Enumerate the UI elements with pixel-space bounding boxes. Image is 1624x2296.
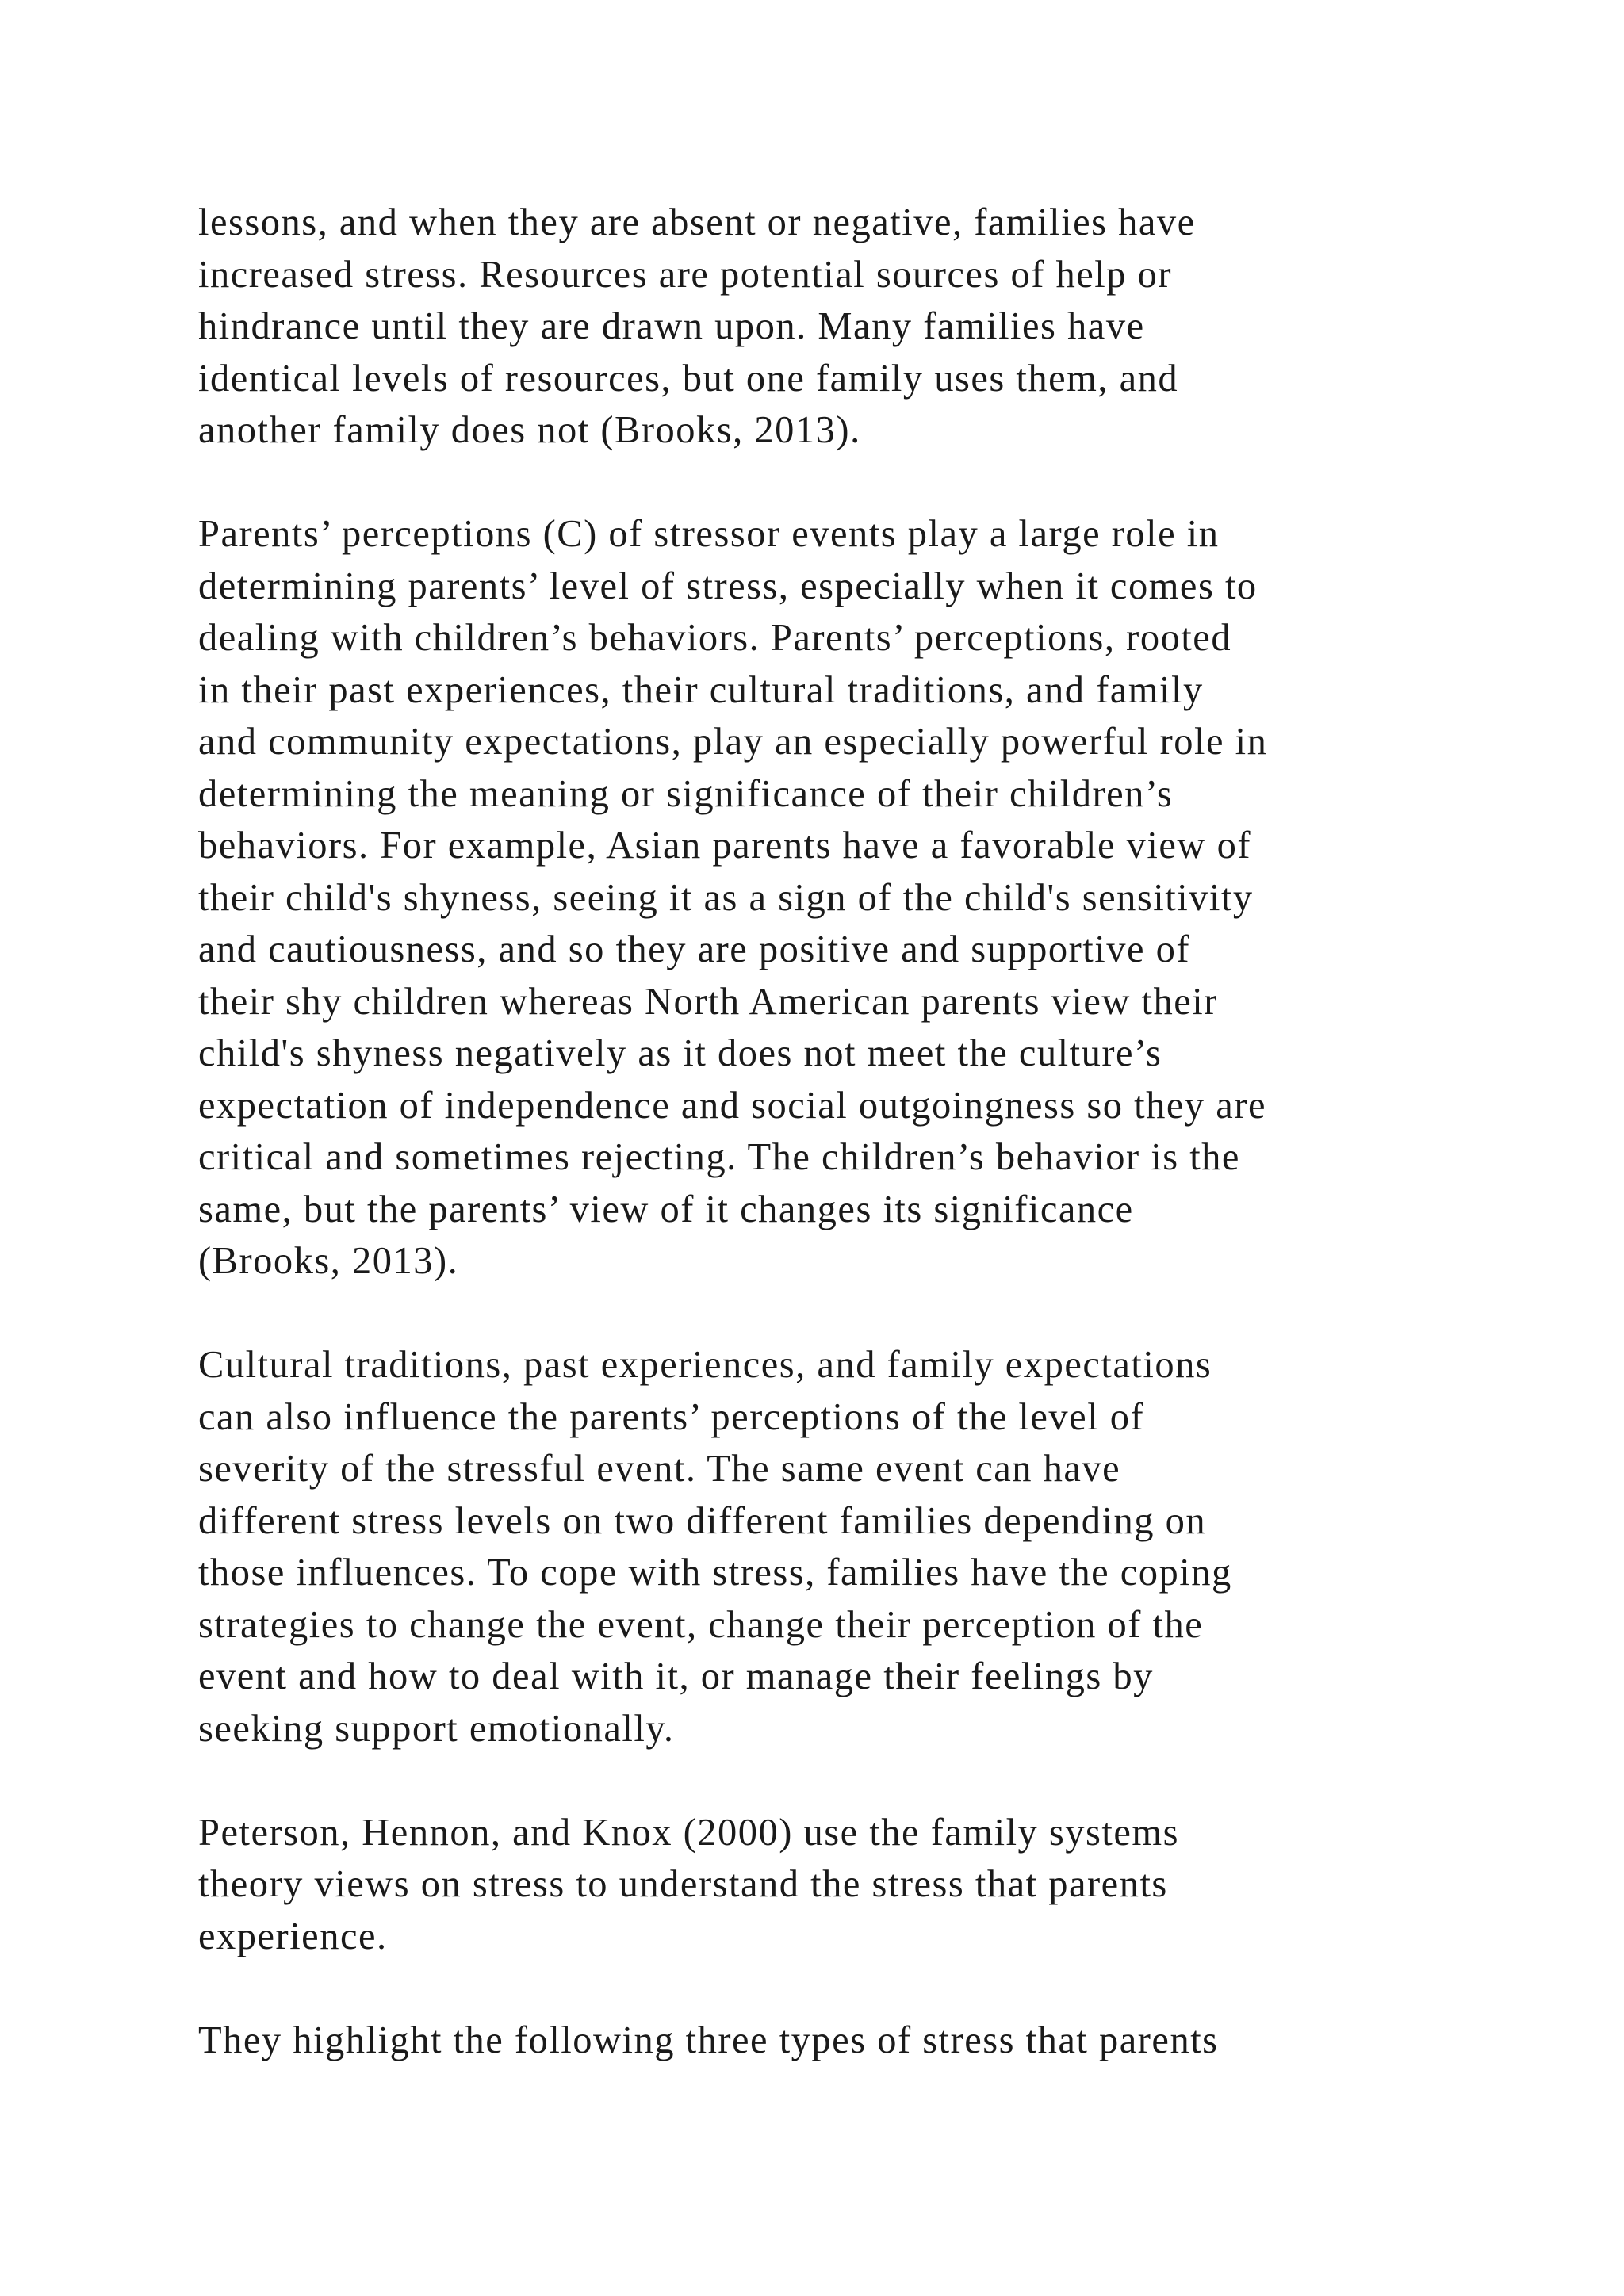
text-line: their shy children whereas North American parents view their bbox=[198, 980, 1218, 1023]
text-line: determining the meaning or significance of their children’s bbox=[198, 772, 1174, 815]
paragraph-family-systems bbox=[198, 1807, 1515, 1963]
text-line: behaviors. For example, Asian parents have a favorable view of bbox=[198, 825, 1251, 867]
document-body bbox=[198, 197, 1515, 2118]
text-line: Parents’ perceptions (C) of stressor events play a large role in bbox=[198, 513, 1220, 555]
text-line: and cautiousness, and so they are positive and supportive of bbox=[198, 928, 1191, 970]
text-line: same, but the parents’ view of it changes its significance bbox=[198, 1188, 1134, 1230]
text-line: those influences. To cope with stress, families have the coping bbox=[198, 1552, 1232, 1594]
text-line: expectation of independence and social outgoingness so they are bbox=[198, 1084, 1266, 1127]
text-line: They highlight the following three types of stress that parents bbox=[198, 2019, 1219, 2061]
paragraph-perceptions bbox=[198, 508, 1515, 1288]
text-line: increased stress. Resources are potential sources of help or bbox=[198, 253, 1172, 296]
text-line: hindrance until they are drawn upon. Many families have bbox=[198, 305, 1145, 347]
text-line: severity of the stressful event. The same event can have bbox=[198, 1448, 1121, 1490]
text-line: Peterson, Hennon, and Knox (2000) use the family systems bbox=[198, 1811, 1180, 1854]
text-line: in their past experiences, their cultural traditions, and family bbox=[198, 668, 1204, 711]
text-line: identical levels of resources, but one family uses them, and bbox=[198, 357, 1179, 400]
text-line: can also influence the parents’ perceptions of the level of bbox=[198, 1395, 1145, 1438]
text-line: (Brooks, 2013). bbox=[198, 1240, 459, 1282]
text-line: strategies to change the event, change their perception of the bbox=[198, 1603, 1204, 1646]
text-line: seeking support emotionally. bbox=[198, 1707, 675, 1750]
text-line: different stress levels on two different families depending on bbox=[198, 1499, 1207, 1542]
text-line: dealing with children’s behaviors. Parents’ perceptions, rooted bbox=[198, 617, 1232, 659]
paragraph-cultural-traditions bbox=[198, 1339, 1515, 1755]
text-line: another family does not (Brooks, 2013). bbox=[198, 409, 861, 451]
paragraph-resources bbox=[198, 197, 1515, 457]
text-line: determining parents’ level of stress, especially when it comes to bbox=[198, 564, 1258, 607]
text-line: experience. bbox=[198, 1915, 388, 1957]
text-line: theory views on stress to understand the stress that parents bbox=[198, 1863, 1168, 1905]
paragraph-three-types bbox=[198, 2015, 1515, 2067]
text-line: event and how to deal with it, or manage their feelings by bbox=[198, 1655, 1154, 1697]
text-line: their child's shyness, seeing it as a sign of the child's sensitivity bbox=[198, 876, 1254, 919]
text-line: child's shyness negatively as it does not meet the culture’s bbox=[198, 1032, 1162, 1074]
text-line: lessons, and when they are absent or negative, families have bbox=[198, 201, 1196, 243]
text-line: and community expectations, play an especially powerful role in bbox=[198, 721, 1268, 763]
text-line: Cultural traditions, past experiences, and family expectations bbox=[198, 1344, 1212, 1386]
text-line: critical and sometimes rejecting. The children’s behavior is the bbox=[198, 1136, 1240, 1178]
